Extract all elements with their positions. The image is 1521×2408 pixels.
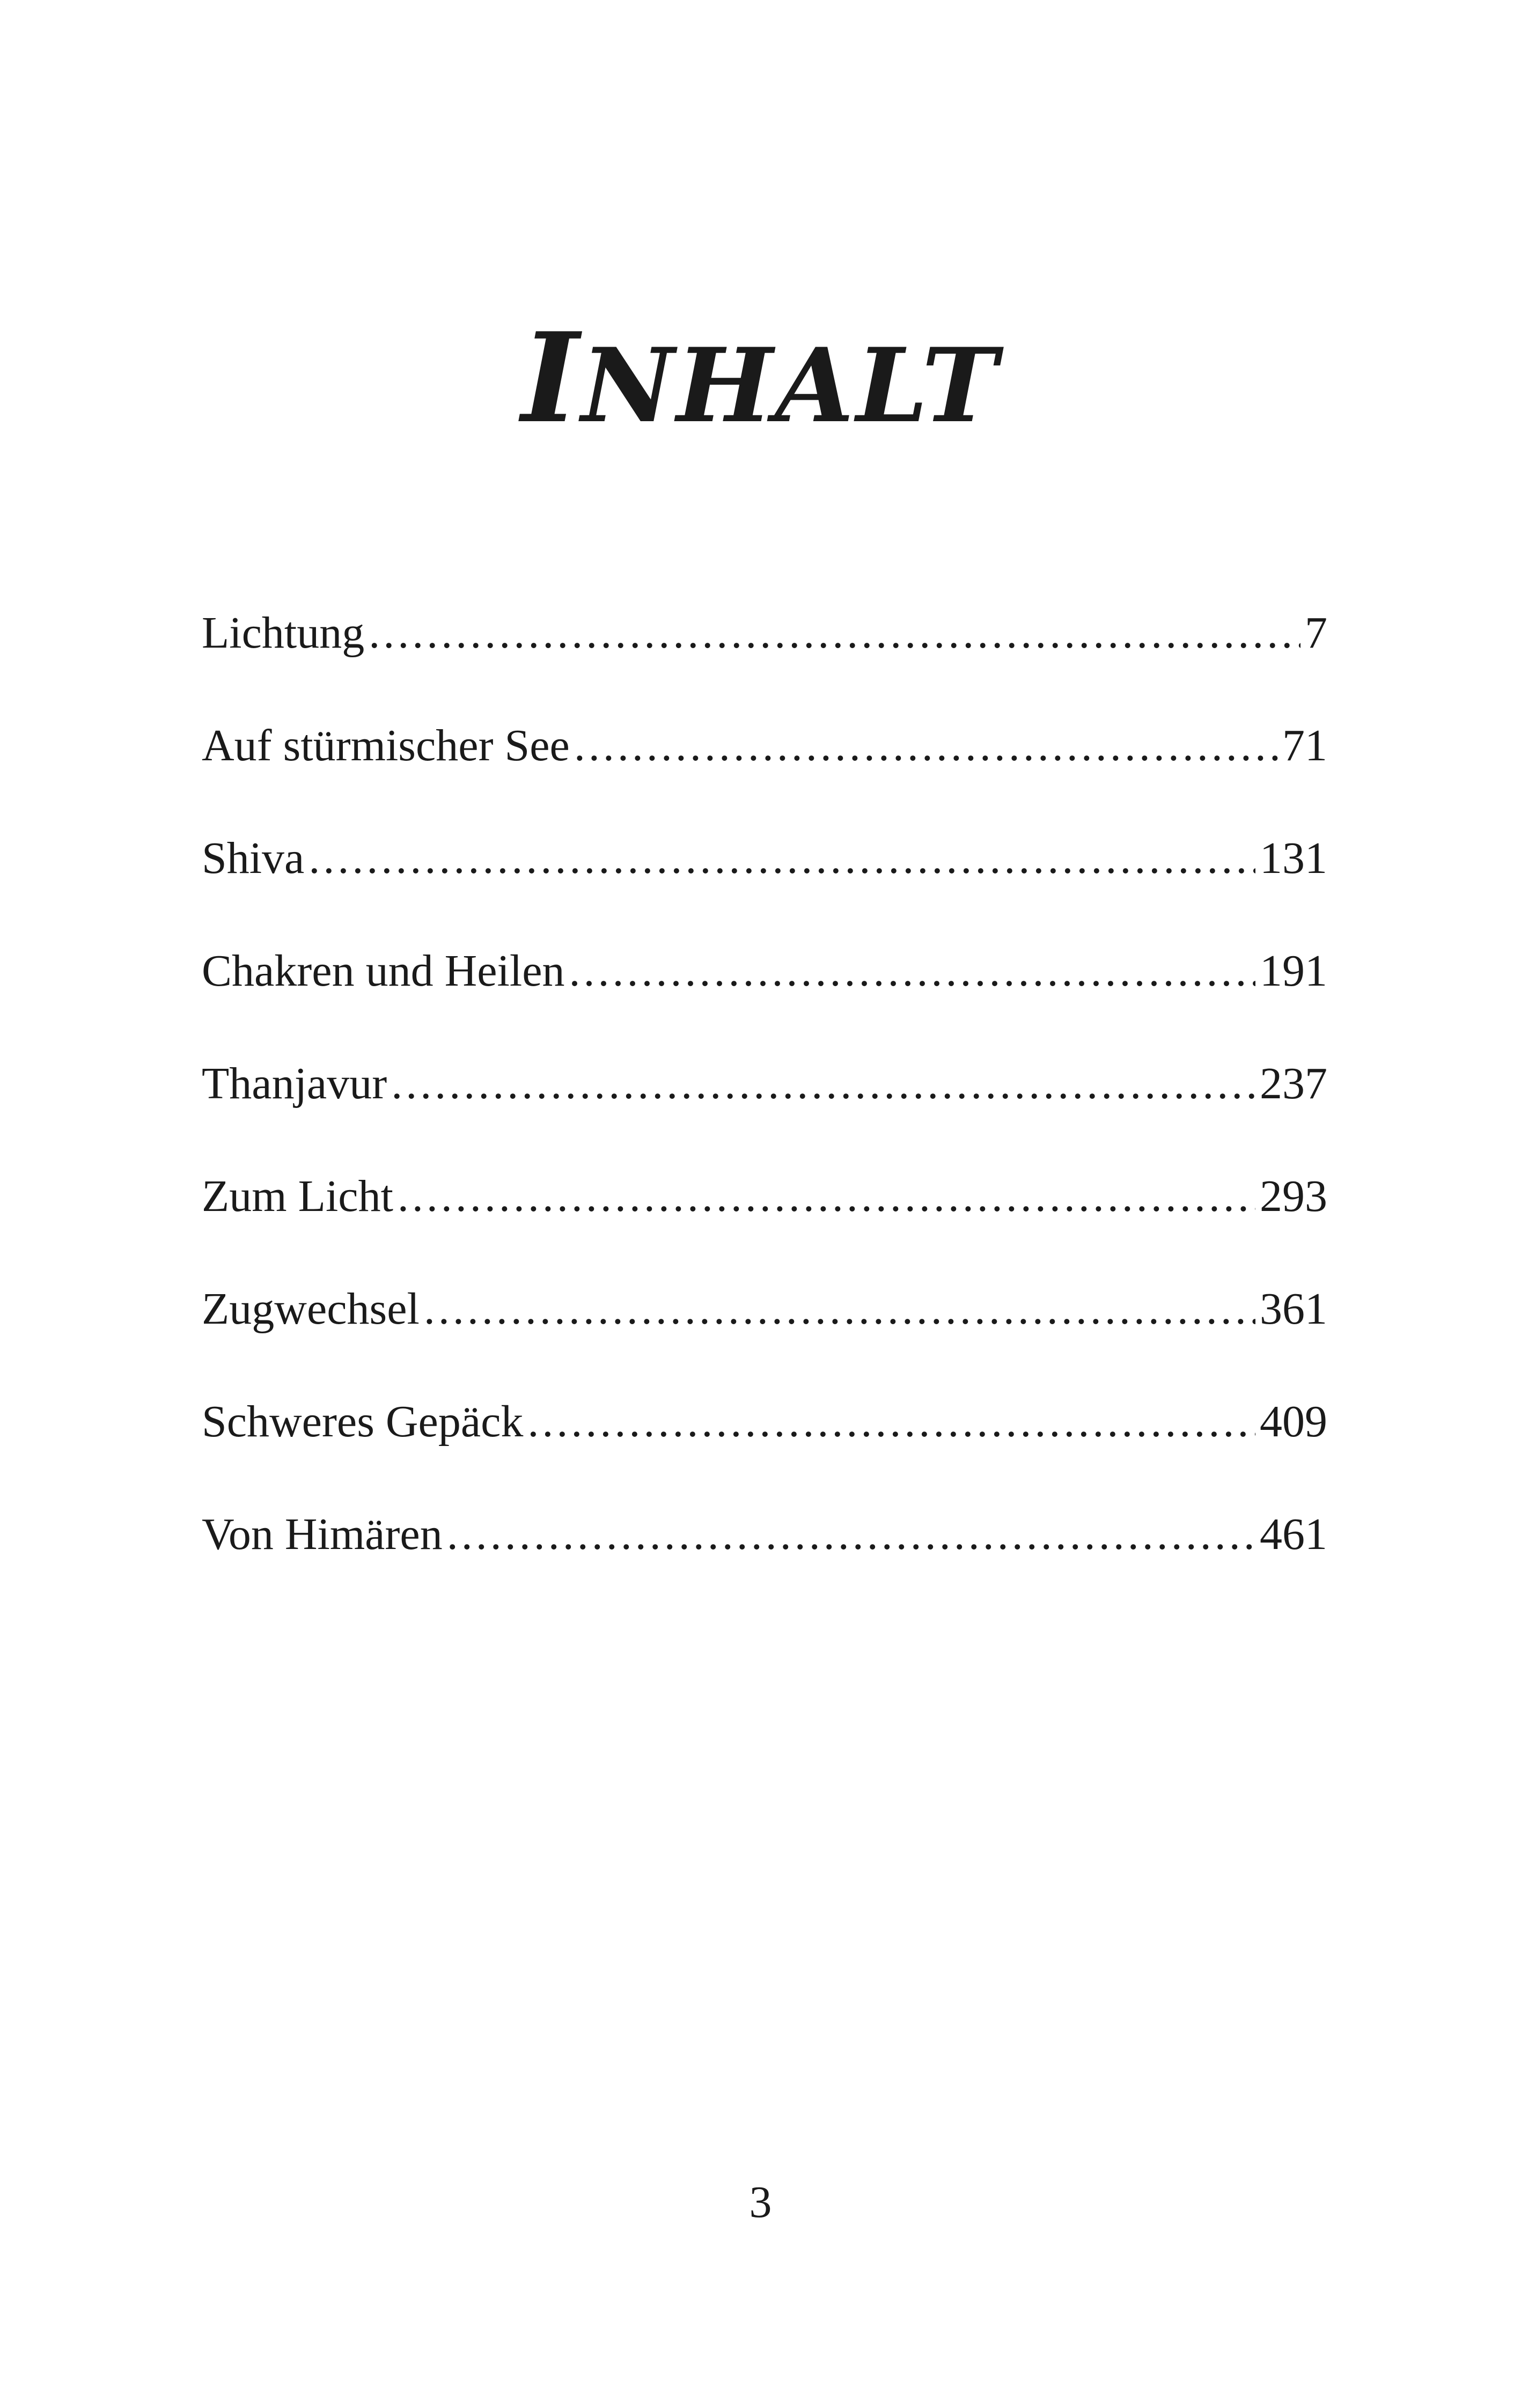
toc-dot-leader xyxy=(569,936,1255,1006)
toc-entry-title: Zugwechsel xyxy=(202,1284,420,1334)
toc-entry-title: Von Himären xyxy=(202,1509,443,1559)
toc-entry-title: Lichtung xyxy=(202,608,365,658)
toc-entry xyxy=(202,936,1327,1049)
toc-entry-page: 237 xyxy=(1260,1059,1327,1108)
page-number: 3 xyxy=(749,2177,772,2227)
toc-entry-title: Zum Licht xyxy=(202,1171,393,1221)
toc-entry-page: 293 xyxy=(1260,1171,1327,1221)
toc-dot-leader xyxy=(527,1387,1255,1457)
toc-dot-leader xyxy=(447,1500,1255,1569)
toc-entry-page: 409 xyxy=(1260,1397,1327,1447)
toc-entry xyxy=(202,711,1327,824)
toc-entry xyxy=(202,1162,1327,1274)
toc-dot-leader xyxy=(574,711,1278,781)
toc-entry-title: Thanjavur xyxy=(202,1059,387,1108)
page-title-initial: I xyxy=(521,306,582,451)
toc-entry-page: 191 xyxy=(1260,946,1327,996)
toc-dot-leader xyxy=(391,1049,1255,1119)
toc-entry-title: Schweres Gepäck xyxy=(202,1397,524,1447)
toc-entry-page: 71 xyxy=(1282,721,1327,770)
toc-entry-title: Shiva xyxy=(202,833,305,883)
toc-entry xyxy=(202,1274,1327,1387)
toc-dot-leader xyxy=(398,1162,1255,1231)
toc-entry xyxy=(202,1387,1327,1500)
toc-entry-page: 461 xyxy=(1260,1509,1327,1559)
toc-entry xyxy=(202,1049,1327,1162)
toc-entry xyxy=(202,824,1327,936)
page-title xyxy=(0,306,1521,451)
page-title-rest: NHALT xyxy=(581,326,1000,445)
toc-entry-page: 7 xyxy=(1305,608,1327,658)
toc-dot-leader xyxy=(369,598,1300,668)
toc-entry-page: 131 xyxy=(1260,833,1327,883)
toc-dot-leader xyxy=(308,824,1255,893)
toc-entry-page: 361 xyxy=(1260,1284,1327,1334)
toc-entry-title: Auf stürmischer See xyxy=(202,721,570,770)
toc-entry xyxy=(202,1500,1327,1612)
table-of-contents xyxy=(202,598,1327,1612)
toc-dot-leader xyxy=(424,1274,1255,1344)
toc-entry-title: Chakren und Heilen xyxy=(202,946,565,996)
toc-entry xyxy=(202,598,1327,711)
